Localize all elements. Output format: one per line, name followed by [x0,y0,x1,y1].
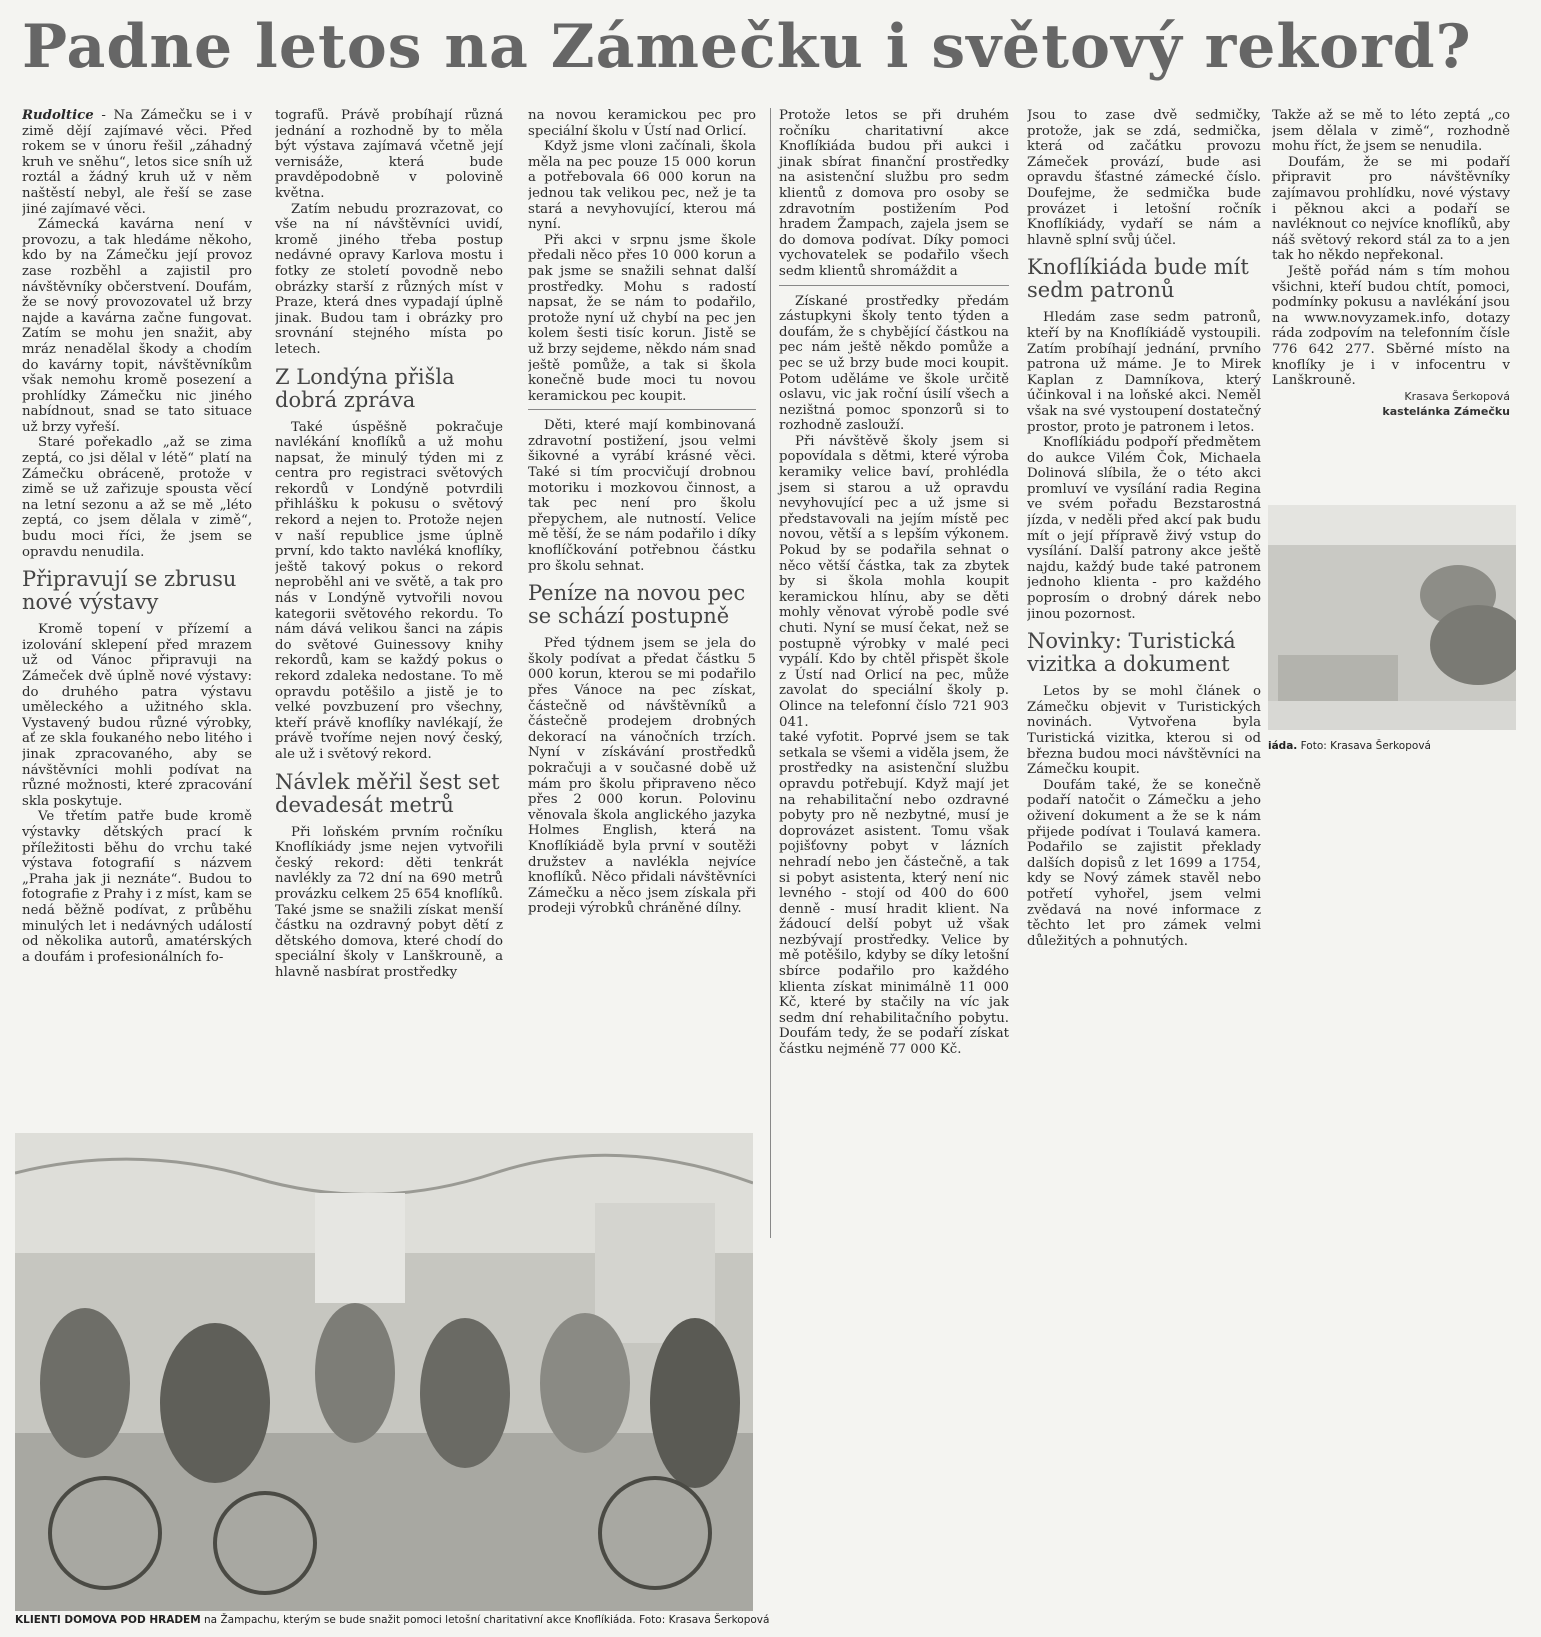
subheading: Připravují se zbrusu nové výstavy [22,567,237,615]
divider [528,409,756,410]
small-photo-image [1268,505,1516,730]
paragraph: Doufám, že se mi podaří připravit pro návštěvníky zajímavou prohlídku, nové výstavy i pěknou akci a podaří se navléknout co nejvíce knoflíků, aby náš světový rekord stál za to a jen tak ho někdo nepřekonal. [1272,154,1510,264]
divider [779,285,1009,286]
main-photo-caption-bold: KLIENTI DOMOVA POD HRADEM [15,1614,201,1626]
paragraph: Před týdnem jsem se jela do školy podívat a předat částku 5 000 korun, kterou se mi podařilo přes Vánoce na pec získat, částečně od návštěvníků a částečně prodejem drobných dekorací na vánočních trzích. Nyní v získávání prostředků pokračuji a v současné době už mám pro školu připraveno něco přes 2 000 korun. Polovinu věnovala škola anglického jazyka Holmes English, která na Knoflíkiádě byla první v soutěži družstev a navlékla nejvíce knoflíků. Něco přidali návštěvníci Zámečku a něco jsem získala při prodeji výrobků chráněné dílny. [528,636,756,917]
subheading: Novinky: Turistická vizitka a dokument [1027,629,1236,677]
column-2 [275,108,503,1098]
paragraph: Získané prostředky předám zástupkyni školy tento týden a doufám, že s chybějící částkou na pec nám ještě někdo pomůže a pec se už brzy bude moci koupit. Potom uděláme ve škole určitě oslavu, vic jak roční úsilí všech a nezištná pomoc sponzorů si to rozhodně zaslouží. [779,293,1009,434]
article-headline: Padne letos na Zámečku i světový rekord? [22,12,1472,82]
paragraph: Hledám zase sedm patronů, kteří by na Knoflíkiádě vystoupili. Zatím probíhají jednání, prvního patrona už máme. Je to Mirek Kaplan z Damníkova, který účinkoval i na loňské akci. Neměl však na své vystoupení dostatečný prostor, proto je patronem i letos. [1027,310,1261,435]
subheading: Peníze na novou pec se schází postupně [528,581,746,629]
paragraph: Kromě topení v přízemí a izolování sklepení před mrazem už od Vánoc připravuji na Zámeček dvě úplně nové výstavy: do druhého patra výstavu uměleckého a užitného skla. Vystavený budou různé výrobky, ať ze skla foukaného nebo litého i jinak zpracovaného, aby se návštěvníci mohli podívat na různé možnosti, které zpracování skla poskytuje. [22,622,252,809]
paragraph: Doufám také, že se konečně podaří natočit o Zámečku a jeho oživení dokument a že se k nám přijede podívat i Toulavá kamera. Podařilo se zajistit překlady dalších dopisů z let 1699 a 1754, kdy se Nový zámek stavěl nebo potřetí vyhořel, jsem velmi zvědavá na nové informace z těchto let pro zámek velmi důležitých a pohnutých. [1027,777,1261,949]
main-photo-caption-text: na Žampachu, kterým se bude snažit pomoci letošní charitativní akce Knoflíkiáda. [200,1614,636,1626]
paragraph: Také úspěšně pokračuje navlékání knoflíků a už mohu napsat, že minulý týden mi z centra pro registraci světových rekordů v Londýně potvrdili přihlášku k pokusu o světový rekord a nejen to. Protože nejen v naší republice jsme úplně první, kdo takto navléká knoflíky, ještě takový pokus o rekord neproběhl ani ve světě, a tak pro nás v Londýně vytvořili novou kategorii světového rekordu. To nám dává velikou šanci na zápis do světové Guinessovy knihy rekordů, kam se každý pokus o rekord zdaleka nedostane. To mě opravdu potěšilo a jistě je to velké povzbuzení pro všechny, kteří právě knoflíky navlékají, že právě tvoříme nejen nový český, ale už i světový rekord. [275,419,503,762]
subheading: Knoflíkiáda bude mít sedm patronů [1027,255,1249,303]
paragraph-text: - Na Zámečku se i v zimě dějí zajímavé věci. Před rokem se v únoru řešil „záhadný kruh ve sněhu“, letos sice sníh už roztál a žádný kruh už v něm naštěstí nebyl, ale řeší se zase jiné zajímavé věci. [22,108,252,217]
author-name: Krasava Šerkopová [1404,389,1510,403]
paragraph: Staré pořekadlo „až se zima zeptá, co jsi dělal v létě“ platí na Zámečku obráceně, protože v zimě se už zařizuje spousta věcí na letní sezonu a až se mě „léto zeptá, co jsem dělala v zimě“, budu moci říci, že jsem se opravdu nenudila. [22,435,252,560]
paragraph: Ještě pořád nám s tím mohou všichni, kteří budou chtít, pomoci, podmínky pokusu a navlékání jsou na www.novyzamek.info, dotazy ráda zodpovím na telefonním čísle 776 642 277. Sběrné místo na knoflíky je i v infocentru v Lanškrouně. [1272,263,1510,389]
paragraph: Protože letos se při druhém ročníku charitativní akce Knoflíkiáda budou při aukci i jinak sbírat finanční prostředky na asistenční službu pro sedm klientů z domova pro osoby se zdravotním postižením Pod hradem Žampach, zajela jsem se do domova podívat. Díky pomoci vychovatelek se podařilo všech sedm klientů shromáždit a [779,108,1009,279]
paragraph: Při akci v srpnu jsme škole předali něco přes 10 000 korun a pak jsme se snažili sehnat další prostředky. Mohu s radostí napsat, že se nám to podařilo, protože nyní už chybí na pec jen kolem šesti tisíc korun. Jistě se už brzy sejdeme, někdo nám snad ještě pomůže, a tak si škola konečně bude moci tu novou keramickou pec koupit. [528,232,756,404]
main-photo [15,1133,753,1611]
small-photo [1268,505,1516,730]
small-photo-caption [1268,740,1516,752]
paragraph: Při loňském prvním ročníku Knoflíkiády jsme nejen vytvořili český rekord: děti tenkrát navlékly za 72 dní na 690 metrů provázku celkem 25 654 knoflíků. Také jsme se snažili získat menší částku na ozdravný pobyt dětí z dětského domova, které chodí do speciální školy v Lanškrouně, a hlavně nasbírat prostředky [275,824,503,980]
paragraph: Zámecká kavárna není v provozu, a tak hledáme někoho, kdo by na Zámečku její provoz zase rozběhl a zajistil pro návštěvníky občerstvení. Doufám, že se nový provozovatel už brzy najde a kavárna začne fungovat. Zatím se mohu jen snažit, aby mráz nenadělal škody a chodím do kavárny topit, návštěvníkům však nemohu kromě posezení a prohlídky Zámečku nic jiného nabídnout, snad se tato situace už brzy vyřeší. [22,217,252,435]
column-4 [770,108,1009,1238]
author-role: kastelánka Zámečku [1382,404,1510,418]
paragraph: Zatím nebudu prozrazovat, co vše na ní návštěvníci uvidí, kromě jiného třeba postup nedávné opravy Karlova mostu i fotky ze století povodně nebo obrázky starší z různých míst v Praze, která dnes vypadají úplně jinak. Budou tam i obrázky pro srovnání stejného místa po letech. [275,201,503,357]
column-6 [1272,108,1510,498]
paragraph: Jsou to zase dvě sedmičky, protože, jak se zdá, sedmička, která od začátku provozu Zámeček provází, bude asi opravdu šťastné zámecké číslo. Doufejme, že sedmička bude provázet i letošní ročník Knoflíkiády, vydaří se nám a hlavně splní svůj účel. [1027,108,1261,248]
paragraph: Děti, které mají kombinovaná zdravotní postižení, jsou velmi šikovné a vyrábí krásné věci. Také si tím procvičují drobnou motoriku i mozkovou činnost, a tak pec není pro školu přepychem, ale nutností. Velice mě těší, že se nám podařilo i díky knoflíčkování potřebnou částku pro školu sehnat. [528,418,756,574]
paragraph: Při návštěvě školy jsem si popovídala s dětmi, které výroba keramiky velice baví, prohlédla jsem si starou a už opravdu nevyhovující pec a už jsme si představovali na jejím místě pec novou, větší a s lepším výkonem. Pokud by se podařila sehnat o něco větší částka, tak za zbytek by si škola mohla koupit keramickou hlínu, aby se děti mohly věnovat výrobě podle své chuti. Nyní se musí čekat, než se postupně výrobky v malé peci vypálí. Kdo by chtěl přispět škole z Ústí nad Orlicí na pec, může zavolat do speciální školy p. Olince na telefonní číslo 721 903 041. [779,433,1009,730]
column-1 [22,108,252,1098]
main-photo-caption [15,1614,770,1626]
paragraph: Ve třetím patře bude kromě výstavky dětských prací k příležitosti běhu do vrchu také výstava fotografií s názvem „Praha jak ji neznáte“. Budou to fotografie z Prahy i z míst, kam se nedá běžně podívat, z průběhu minulých let i nedávných událostí od několika autorů, amatérských a doufám i profesionálních fo- [22,809,252,965]
dateline: Rudoltice [22,108,94,123]
paragraph: Letos by se mohl článek o Zámečku objevit v Turistických novinách. Vytvořena byla Turistická vizitka, kterou si od března budou moci návštěvníci na Zámečku koupit. [1027,684,1261,778]
paragraph: také vyfotit. Poprvé jsem se tak setkala se všemi a viděla jsem, že prostředky na asistenční službu opravdu potřebují. Když mají jet na rehabilitační nebo ozdravné pobyty pro ně nezbytné, musí je doprovázet asistent. Tomu však pojišťovny pobyt v lázních nehradí nebo jen částečně, a tak si pobyt asistenta, který není nic levného - stojí od 400 do 600 denně - musí hradit klient. Na žádoucí delší pobyt už však nezbývají prostředky. Velice by mě potěšilo, kdyby se díky letošní sbírce podařilo pro každého klienta získat minimálně 11 000 Kč, které by stačily na víc jak sedm dní rehabilitačního pobytu. Doufám tedy, že se podaří získat částku nejméně 77 000 Kč. [779,730,1009,1058]
subheading: Z Londýna přišla dobrá zpráva [275,364,455,412]
paragraph: Takže až se mě to léto zeptá „co jsem dělala v zimě“, rozhodně mohu říct, že jsem se nenudila. [1272,108,1510,155]
subheading: Návlek měřil šest set devadesát metrů [275,769,500,817]
paragraph: Knoflíkiádu podpoří předmětem do aukce Vilém Čok, Michaela Dolinová slíbila, že o této akci promluví ve vysílání radia Regina ve svém pořadu Bezstarostná jízda, v neděli před akcí pak budu mít o její přípravě živý vstup do vysílání. Další patrony akce ještě najdu, každý bude také patronem jednoho klienta - pro každého poprosím o drobný dárek nebo jinou pozornost. [1027,435,1261,622]
paragraph: na novou keramickou pec pro speciální školu v Ústí nad Orlicí. [528,108,756,139]
paragraph: Když jsme vloni začínali, škola měla na pec pouze 15 000 korun a potřebovala 66 000 korun na jednou tak velikou pec, než je ta stará a nevyhovující, kterou má nyní. [528,139,756,233]
main-photo-credit: Foto: Krasava Šerkopová [639,1614,770,1626]
paragraph [22,108,252,217]
small-photo-caption-bold: iáda. [1268,740,1298,752]
column-3 [528,108,756,1098]
main-photo-image [15,1133,753,1611]
paragraph: tografů. Právě probíhají různá jednání a rozhodně by to měla být výstava zajímavá včetně její vernisáže, která bude pravděpodobně v polovině května. [275,108,503,201]
small-photo-credit: Foto: Krasava Šerkopová [1300,740,1431,752]
column-5 [1027,108,1261,1128]
